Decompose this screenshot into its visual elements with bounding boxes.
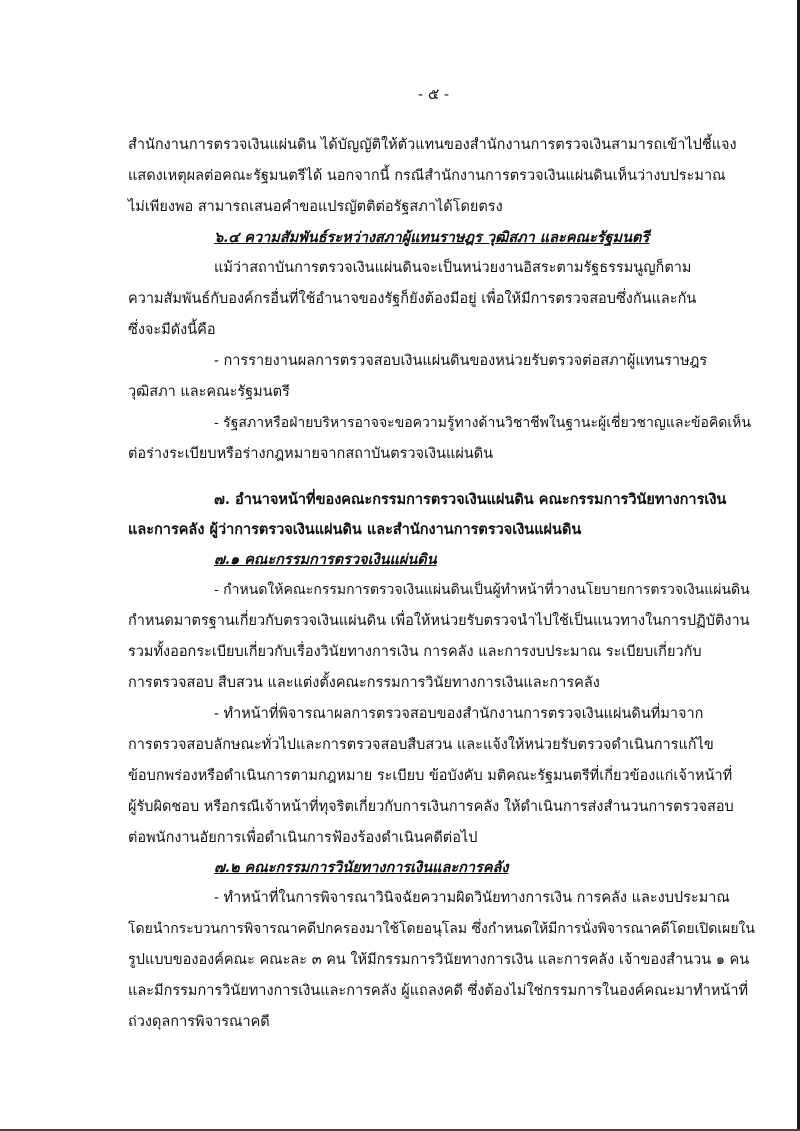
paragraph-line: ไม่เพียงพอ สามารถเสนอคำขอแปรญัตติต่อรัฐสภาได้โดยตรง	[128, 199, 503, 215]
paragraph-line: ต่อพนักงานอัยการเพื่อดำเนินการฟ้องร้องดำเนินคดีต่อไป	[128, 830, 478, 846]
bullet-line: - ทำหน้าที่พิจารณาผลการตรวจสอบของสำนักงานการตรวจเงินแผ่นดินที่มาจาก	[214, 706, 704, 722]
paragraph-line: ข้อบกพร่องหรือดำเนินการตามกฎหมาย ระเบียบ ข้อบังคับ มติคณะรัฐมนตรีที่เกี่ยวข้องแก่เจ้าหน้าที่	[128, 768, 733, 784]
paragraph-line: รวมทั้งออกระเบียบเกี่ยวกับเรื่องวินัยทางการเงิน การคลัง และการงบประมาณ ระเบียบเกี่ยวกับ	[128, 644, 702, 660]
section-heading-7-cont: และการคลัง ผู้ว่าการตรวจเงินแผ่นดิน และสำนักงานการตรวจเงินแผ่นดิน	[128, 521, 582, 538]
paragraph-line: ถ่วงดุลการพิจารณาคดี	[128, 1014, 270, 1030]
paragraph-line: การตรวจสอบลักษณะทั่วไปและการตรวจสอบสืบสวน และแจ้งให้หน่วยรับตรวจดำเนินการแก้ไข	[128, 737, 714, 753]
bullet-line: - การรายงานผลการตรวจสอบเงินแผ่นดินของหน่วยรับตรวจต่อสภาผู้แทนราษฎร	[214, 353, 708, 369]
paragraph-line: และมีกรรมการวินัยทางการเงินและการคลัง ผู้แถลงคดี ซึ่งต้องไม่ใช่กรรมการในองค์คณะมาทำหน้าที่	[128, 983, 749, 999]
paragraph-line: โดยนำกระบวนการพิจารณาคดีปกครองมาใช้โดยอนุโลม ซึ่งกำหนดให้มีการนั่งพิจารณาคดีโดยเปิดเผยใน	[128, 921, 755, 937]
paragraph-line: สำนักงานการตรวจเงินแผ่นดิน ได้บัญญัติให้ตัวแทนของสำนักงานการตรวจเงินสามารถเข้าไปชี้แจง	[128, 137, 737, 153]
bullet-line: - ทำหน้าที่ในการพิจารณาวินิจฉัยความผิดวินัยทางการเงิน การคลัง และงบประมาณ	[214, 890, 730, 906]
paragraph-line: ความสัมพันธ์กับองค์กรอื่นที่ใช้อำนาจของรัฐก็ยังต้องมีอยู่ เพื่อให้มีการตรวจสอบซึ่งกันและกัน	[128, 291, 697, 307]
section-heading-7: ๗. อำนาจหน้าที่ของคณะกรรมการตรวจเงินแผ่นดิน คณะกรรมการวินัยทางการเงิน	[214, 491, 727, 508]
section-heading-7-2: ๗.๒ คณะกรรมการวินัยทางการเงินและการคลัง	[214, 859, 509, 876]
paragraph-line: ซึ่งจะมีดังนี้คือ	[128, 322, 216, 338]
section-heading-6-4: ๖.๔ ความสัมพันธ์ระหว่างสภาผู้แทนราษฎร วุฒิสภา และคณะรัฐมนตรี	[214, 229, 650, 246]
paragraph-line: แม้ว่าสถาบันการตรวจเงินแผ่นดินจะเป็นหน่วยงานอิสระตามรัฐธรรมนูญก็ตาม	[214, 260, 692, 276]
bullet-line: - รัฐสภาหรือฝ่ายบริหารอาจจะขอความรู้ทางด้านวิชาชีพในฐานะผู้เชี่ยวชาญและข้อคิดเห็น	[214, 415, 751, 431]
section-heading-7-1: ๗.๑ คณะกรรมการตรวจเงินแผ่นดิน	[214, 551, 437, 568]
paragraph-line: ผู้รับผิดชอบ หรือกรณีเจ้าหน้าที่ทุจริตเกี่ยวกับการเงินการคลัง ให้ดำเนินการส่งสำนวนการตรวจสอบ	[128, 799, 734, 815]
paragraph-line: แสดงเหตุผลต่อคณะรัฐมนตรีได้ นอกจากนี้ กรณีสำนักงานการตรวจเงินแผ่นดินเห็นว่างบประมาณ	[128, 168, 726, 184]
bullet-line: ต่อร่างระเบียบหรือร่างกฎหมายจากสถาบันตรวจเงินแผ่นดิน	[128, 446, 494, 462]
bullet-line: วุฒิสภา และคณะรัฐมนตรี	[128, 384, 290, 400]
paragraph-line: การตรวจสอบ สืบสวน และแต่งตั้งคณะกรรมการวินัยทางการเงินและการคลัง	[128, 675, 600, 691]
paragraph-line: กำหนดมาตรฐานเกี่ยวกับตรวจเงินแผ่นดิน เพื่อให้หน่วยรับตรวจนำไปใช้เป็นแนวทางในการปฏิบัติงาน	[128, 613, 750, 629]
bullet-line: - กำหนดให้คณะกรรมการตรวจเงินแผ่นดินเป็นผู้ทำหน้าที่วางนโยบายการตรวจเงินแผ่นดิน	[214, 582, 750, 598]
page-number: - ๕ -	[418, 85, 450, 103]
paragraph-line: รูปแบบขององค์คณะ คณะละ ๓ คน ให้มีกรรมการวินัยทางการเงิน และการคลัง เจ้าของสำนวน ๑ คน	[128, 952, 750, 968]
